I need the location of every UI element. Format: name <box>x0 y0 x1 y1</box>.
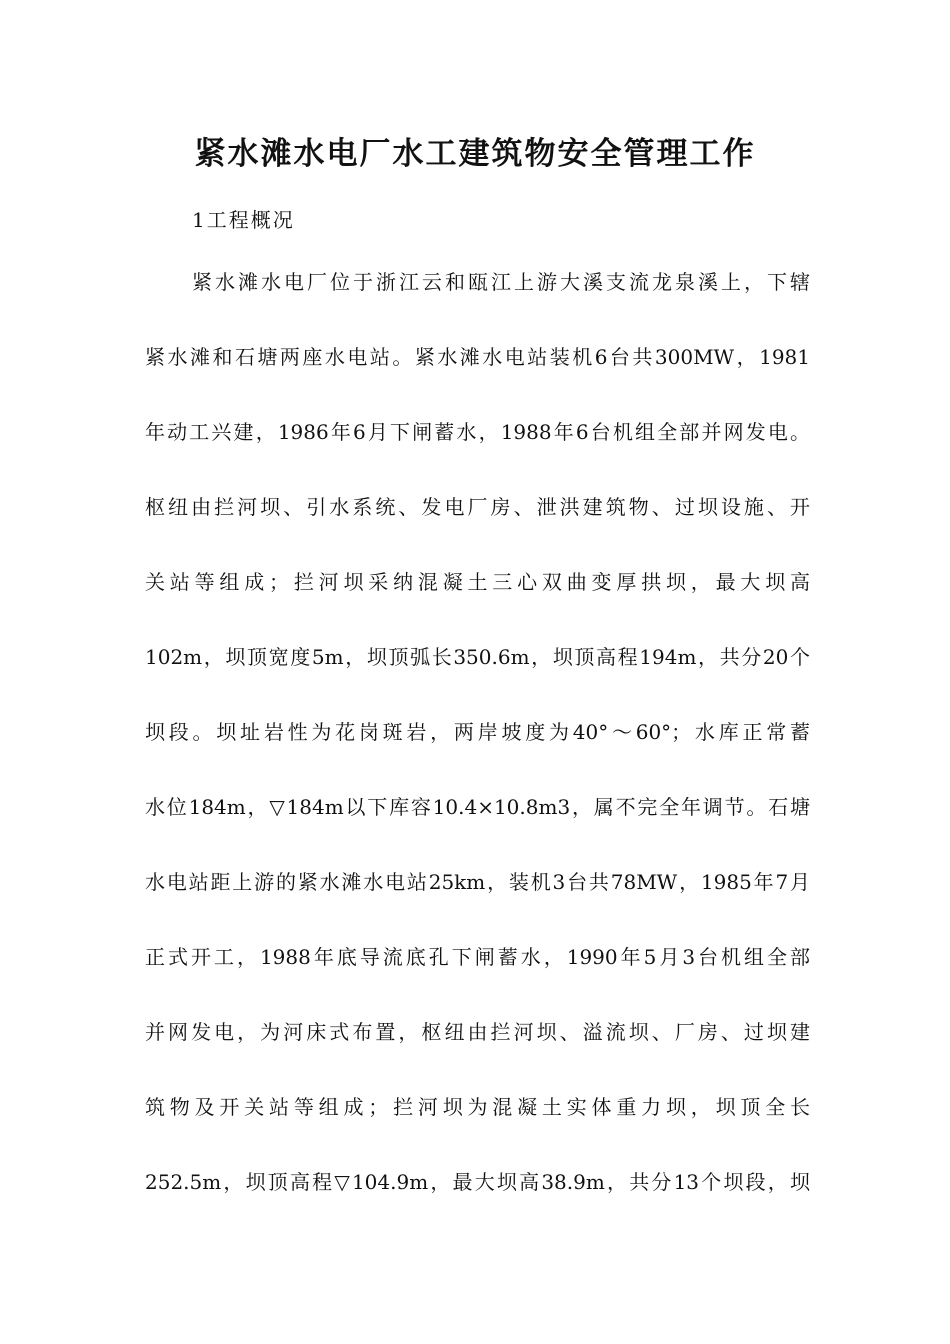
paragraph-line: 筑物及开关站等组成；拦河坝为混凝土实体重力坝，坝顶全长 <box>145 1095 810 1119</box>
paragraph-line: 紧水滩水电厂位于浙江云和瓯江上游大溪支流龙泉溪上，下辖 <box>192 270 810 294</box>
section-heading: 1工程概况 <box>192 208 295 232</box>
document-title: 紧水滩水电厂水工建筑物安全管理工作 <box>194 136 756 172</box>
paragraph-line: 水位184m，▽184m以下库容10.4×10.8m3，属不完全年调节。石塘 <box>145 795 810 819</box>
paragraph-line: 水电站距上游的紧水滩水电站25km，装机3台共78MW，1985年7月 <box>145 870 810 894</box>
paragraph-line: 252.5m，坝顶高程▽104.9m，最大坝高38.9m，共分13个坝段，坝 <box>145 1170 810 1194</box>
paragraph-line: 102m，坝顶宽度5m，坝顶弧长350.6m，坝顶高程194m，共分20个 <box>145 645 810 669</box>
paragraph-line: 正式开工，1988年底导流底孔下闸蓄水，1990年5月3台机组全部 <box>145 945 810 969</box>
paragraph-line: 坝段。坝址岩性为花岗斑岩，两岸坡度为40°～60°；水库正常蓄 <box>145 720 810 744</box>
paragraph-line: 关站等组成；拦河坝采纳混凝土三心双曲变厚拱坝，最大坝高 <box>145 570 810 594</box>
paragraph-line: 并网发电，为河床式布置，枢纽由拦河坝、溢流坝、厂房、过坝建 <box>145 1020 810 1044</box>
paragraph-line: 年动工兴建，1986年6月下闸蓄水，1988年6台机组全部并网发电。 <box>145 420 810 444</box>
paragraph-line: 紧水滩和石塘两座水电站。紧水滩水电站装机6台共300MW，1981 <box>145 345 810 369</box>
paragraph-line: 枢纽由拦河坝、引水系统、发电厂房、泄洪建筑物、过坝设施、开 <box>145 495 810 519</box>
